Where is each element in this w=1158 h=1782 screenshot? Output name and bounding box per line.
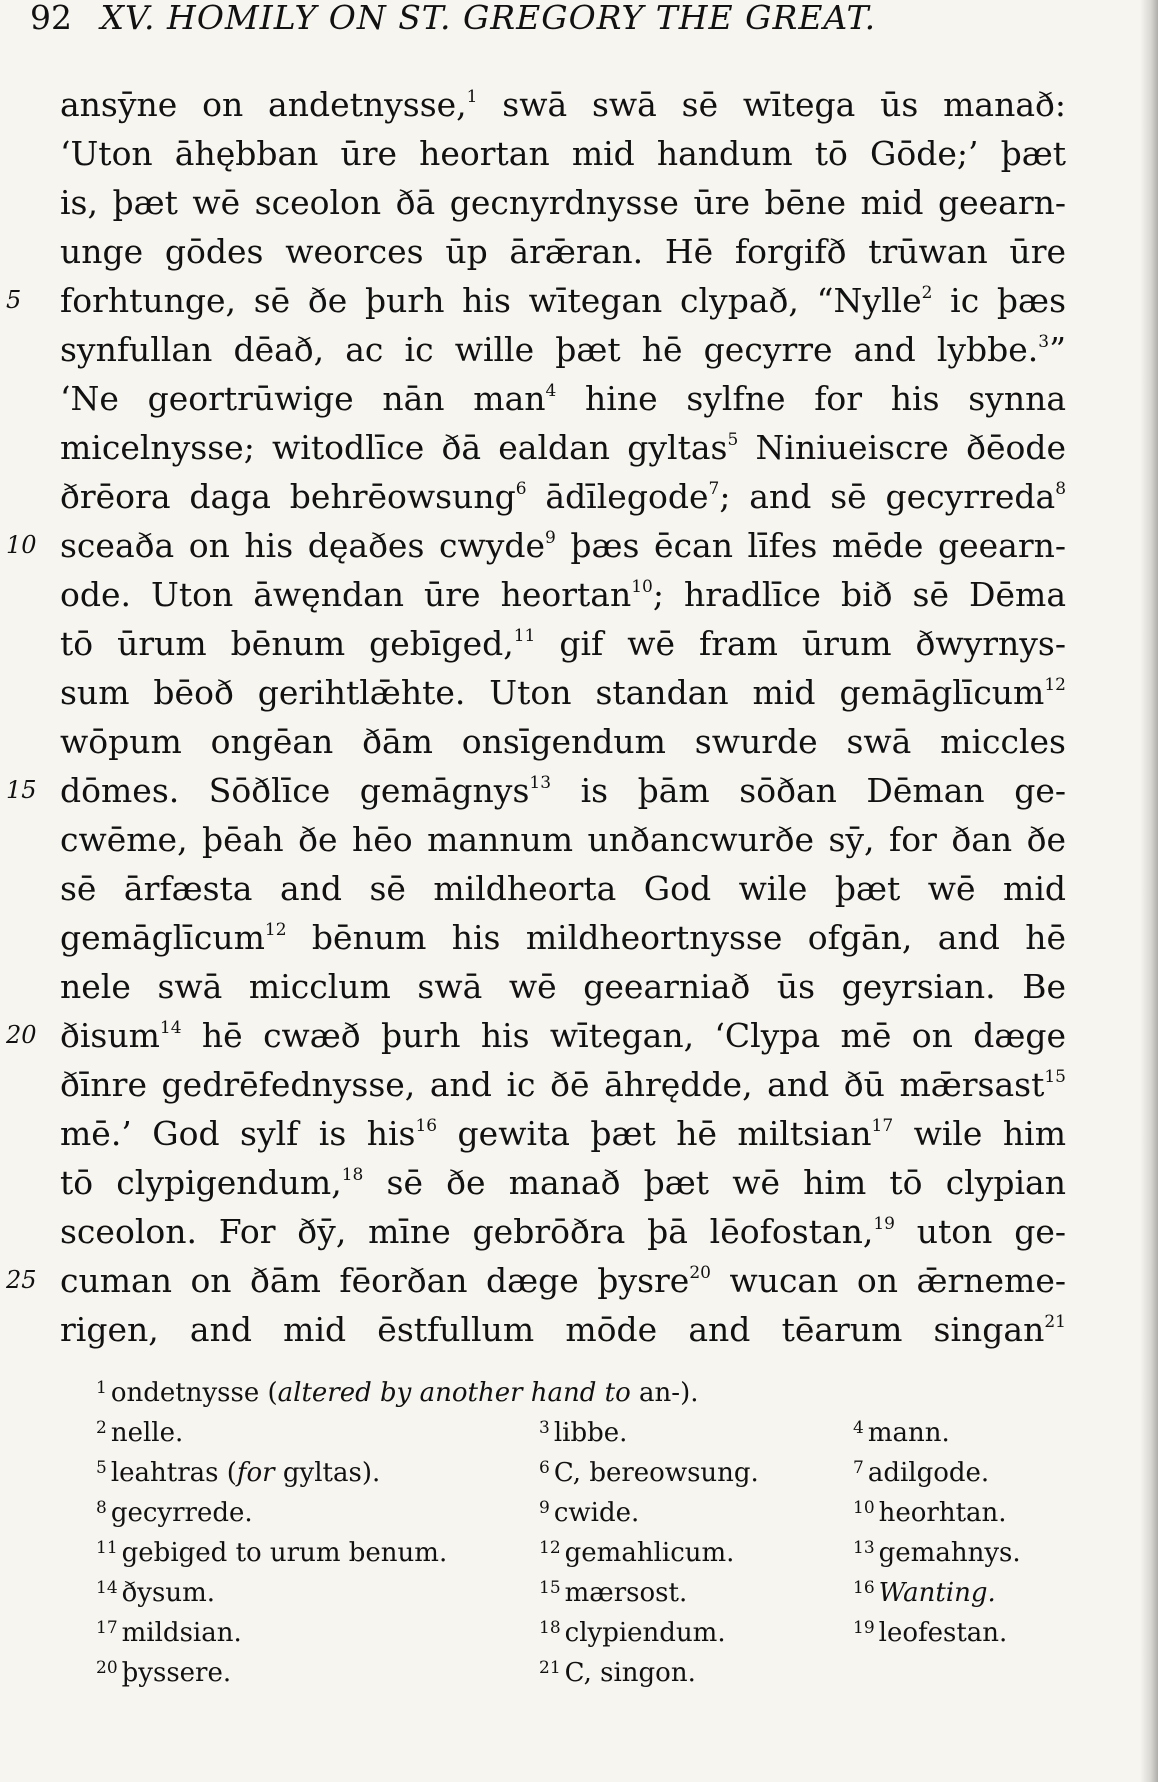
- footnote: $^{18}$ clypiendum.: [539, 1618, 726, 1648]
- text-line: is, þæt wē sceolon ðā gecnyrdnysse ūre bēne mid geearn-: [60, 183, 1066, 222]
- text-line: rigen, and mid ēstfullum mōde and tēarum singan$^{21}$: [60, 1310, 1066, 1349]
- line-number: 20: [6, 1021, 37, 1049]
- footnote: $^1$ ondetnysse (altered by another hand to an-).: [96, 1378, 699, 1408]
- text-line: cwēme, þēah ðe hēo mannum unðancwurðe sȳ, for ðan ðe: [60, 820, 1066, 859]
- footnote: $^6$ C, bereowsung.: [539, 1458, 759, 1488]
- text-line: tō clypigendum,$^{18}$ sē ðe manað þæt wē him tō clypian: [60, 1163, 1066, 1202]
- text-line: micelnysse; witodlīce ðā ealdan gyltas$^5$ Niniueiscre ðēode: [60, 428, 1066, 467]
- text-line: ‘Ne geortrūwige nān man$^4$ hine sylfne for his synna: [60, 379, 1066, 418]
- page-number: 92: [30, 0, 72, 37]
- footnote: $^{19}$ leofestan.: [853, 1618, 1008, 1648]
- line-number: 5: [6, 286, 22, 314]
- footnote: $^{12}$ gemahlicum.: [539, 1538, 735, 1568]
- footnote: $^5$ leahtras (for gyltas).: [96, 1458, 381, 1488]
- footnote: $^{10}$ heorhtan.: [853, 1498, 1007, 1528]
- text-line: gemāglīcum$^{12}$ bēnum his mildheortnysse ofgān, and hē: [60, 918, 1066, 957]
- text-line: forhtunge, sē ðe þurh his wītegan clypað, “Nylle$^2$ ic þæs: [60, 281, 1066, 320]
- text-line: synfullan dēað, ac ic wille þæt hē gecyrre and lybbe.$^3$”: [60, 330, 1066, 369]
- footnote: $^2$ nelle.: [96, 1418, 184, 1448]
- footnote: $^4$ mann.: [853, 1418, 950, 1448]
- text-line: wōpum ongēan ðām onsīgendum swurde swā miccles: [60, 722, 1066, 761]
- footnote: $^{17}$ mildsian.: [96, 1618, 242, 1648]
- text-line: cuman on ðām fēorðan dæge þysre$^{20}$ wucan on ǣrneme-: [60, 1261, 1066, 1300]
- text-line: ode. Uton āwęndan ūre heortan$^{10}$; hradlīce bið sē Dēma: [60, 575, 1066, 614]
- text-line: dōmes. Sōðlīce gemāgnys$^{13}$ is þām sōðan Dēman ge-: [60, 771, 1066, 810]
- running-title: XV. HOMILY ON ST. GREGORY THE GREAT.: [100, 0, 877, 37]
- text-line: ansȳne on andetnysse,$^1$ swā swā sē wītega ūs manað:: [60, 85, 1066, 124]
- line-number: 10: [6, 531, 37, 559]
- text-line: sum bēoð gerihtlǣhte. Uton standan mid gemāglīcum$^{12}$: [60, 673, 1066, 712]
- footnote: $^8$ gecyrrede.: [96, 1498, 253, 1528]
- footnote: $^{15}$ mærsost.: [539, 1578, 688, 1608]
- line-number: 15: [6, 776, 37, 804]
- footnote: $^3$ libbe.: [539, 1418, 628, 1448]
- text-line: tō ūrum bēnum gebīged,$^{11}$ gif wē fram ūrum ðwyrnys-: [60, 624, 1066, 663]
- line-number: 25: [6, 1266, 37, 1294]
- text-line: ðīnre gedrēfednysse, and ic ðē āhrędde, and ðū mǣrsast$^{15}$: [60, 1065, 1066, 1104]
- footnote: $^9$ cwide.: [539, 1498, 640, 1528]
- footnote: $^{21}$ C, singon.: [539, 1658, 696, 1688]
- footnote: $^{16}$ Wanting.: [853, 1578, 996, 1608]
- footnote: $^7$ adilgode.: [853, 1458, 990, 1488]
- footnote: $^{13}$ gemahnys.: [853, 1538, 1021, 1568]
- footnote: $^{20}$ þyssere.: [96, 1658, 232, 1688]
- text-line: ðisum$^{14}$ hē cwæð þurh his wītegan, ‘Clypa mē on dæge: [60, 1016, 1066, 1055]
- page-edge-shadow: [1140, 0, 1158, 1782]
- text-line: sceaða on his dęaðes cwyde$^9$ þæs ēcan līfes mēde geearn-: [60, 526, 1066, 565]
- footnote: $^{14}$ ðysum.: [96, 1578, 215, 1608]
- text-line: nele swā micclum swā wē geearniað ūs geyrsian. Be: [60, 967, 1066, 1006]
- text-line: sceolon. For ðȳ, mīne gebrōðra þā lēofostan,$^{19}$ uton ge-: [60, 1212, 1067, 1251]
- text-line: ‘Uton āhębban ūre heortan mid handum tō Gōde;’ þæt: [60, 134, 1066, 173]
- footnote: $^{11}$ gebiged to urum benum.: [96, 1538, 448, 1568]
- text-line: mē.’ God sylf is his$^{16}$ gewita þæt hē miltsian$^{17}$ wile him: [60, 1114, 1066, 1153]
- text-line: sē ārfæsta and sē mildheorta God wile þæt wē mid: [60, 869, 1066, 908]
- text-line: ðrēora daga behrēowsung$^6$ ādīlegode$^7$; and sē gecyrreda$^8$: [60, 477, 1067, 516]
- running-header: [30, 0, 876, 40]
- text-line: unge gōdes weorces ūp ārǣran. Hē forgifð trūwan ūre: [60, 232, 1066, 271]
